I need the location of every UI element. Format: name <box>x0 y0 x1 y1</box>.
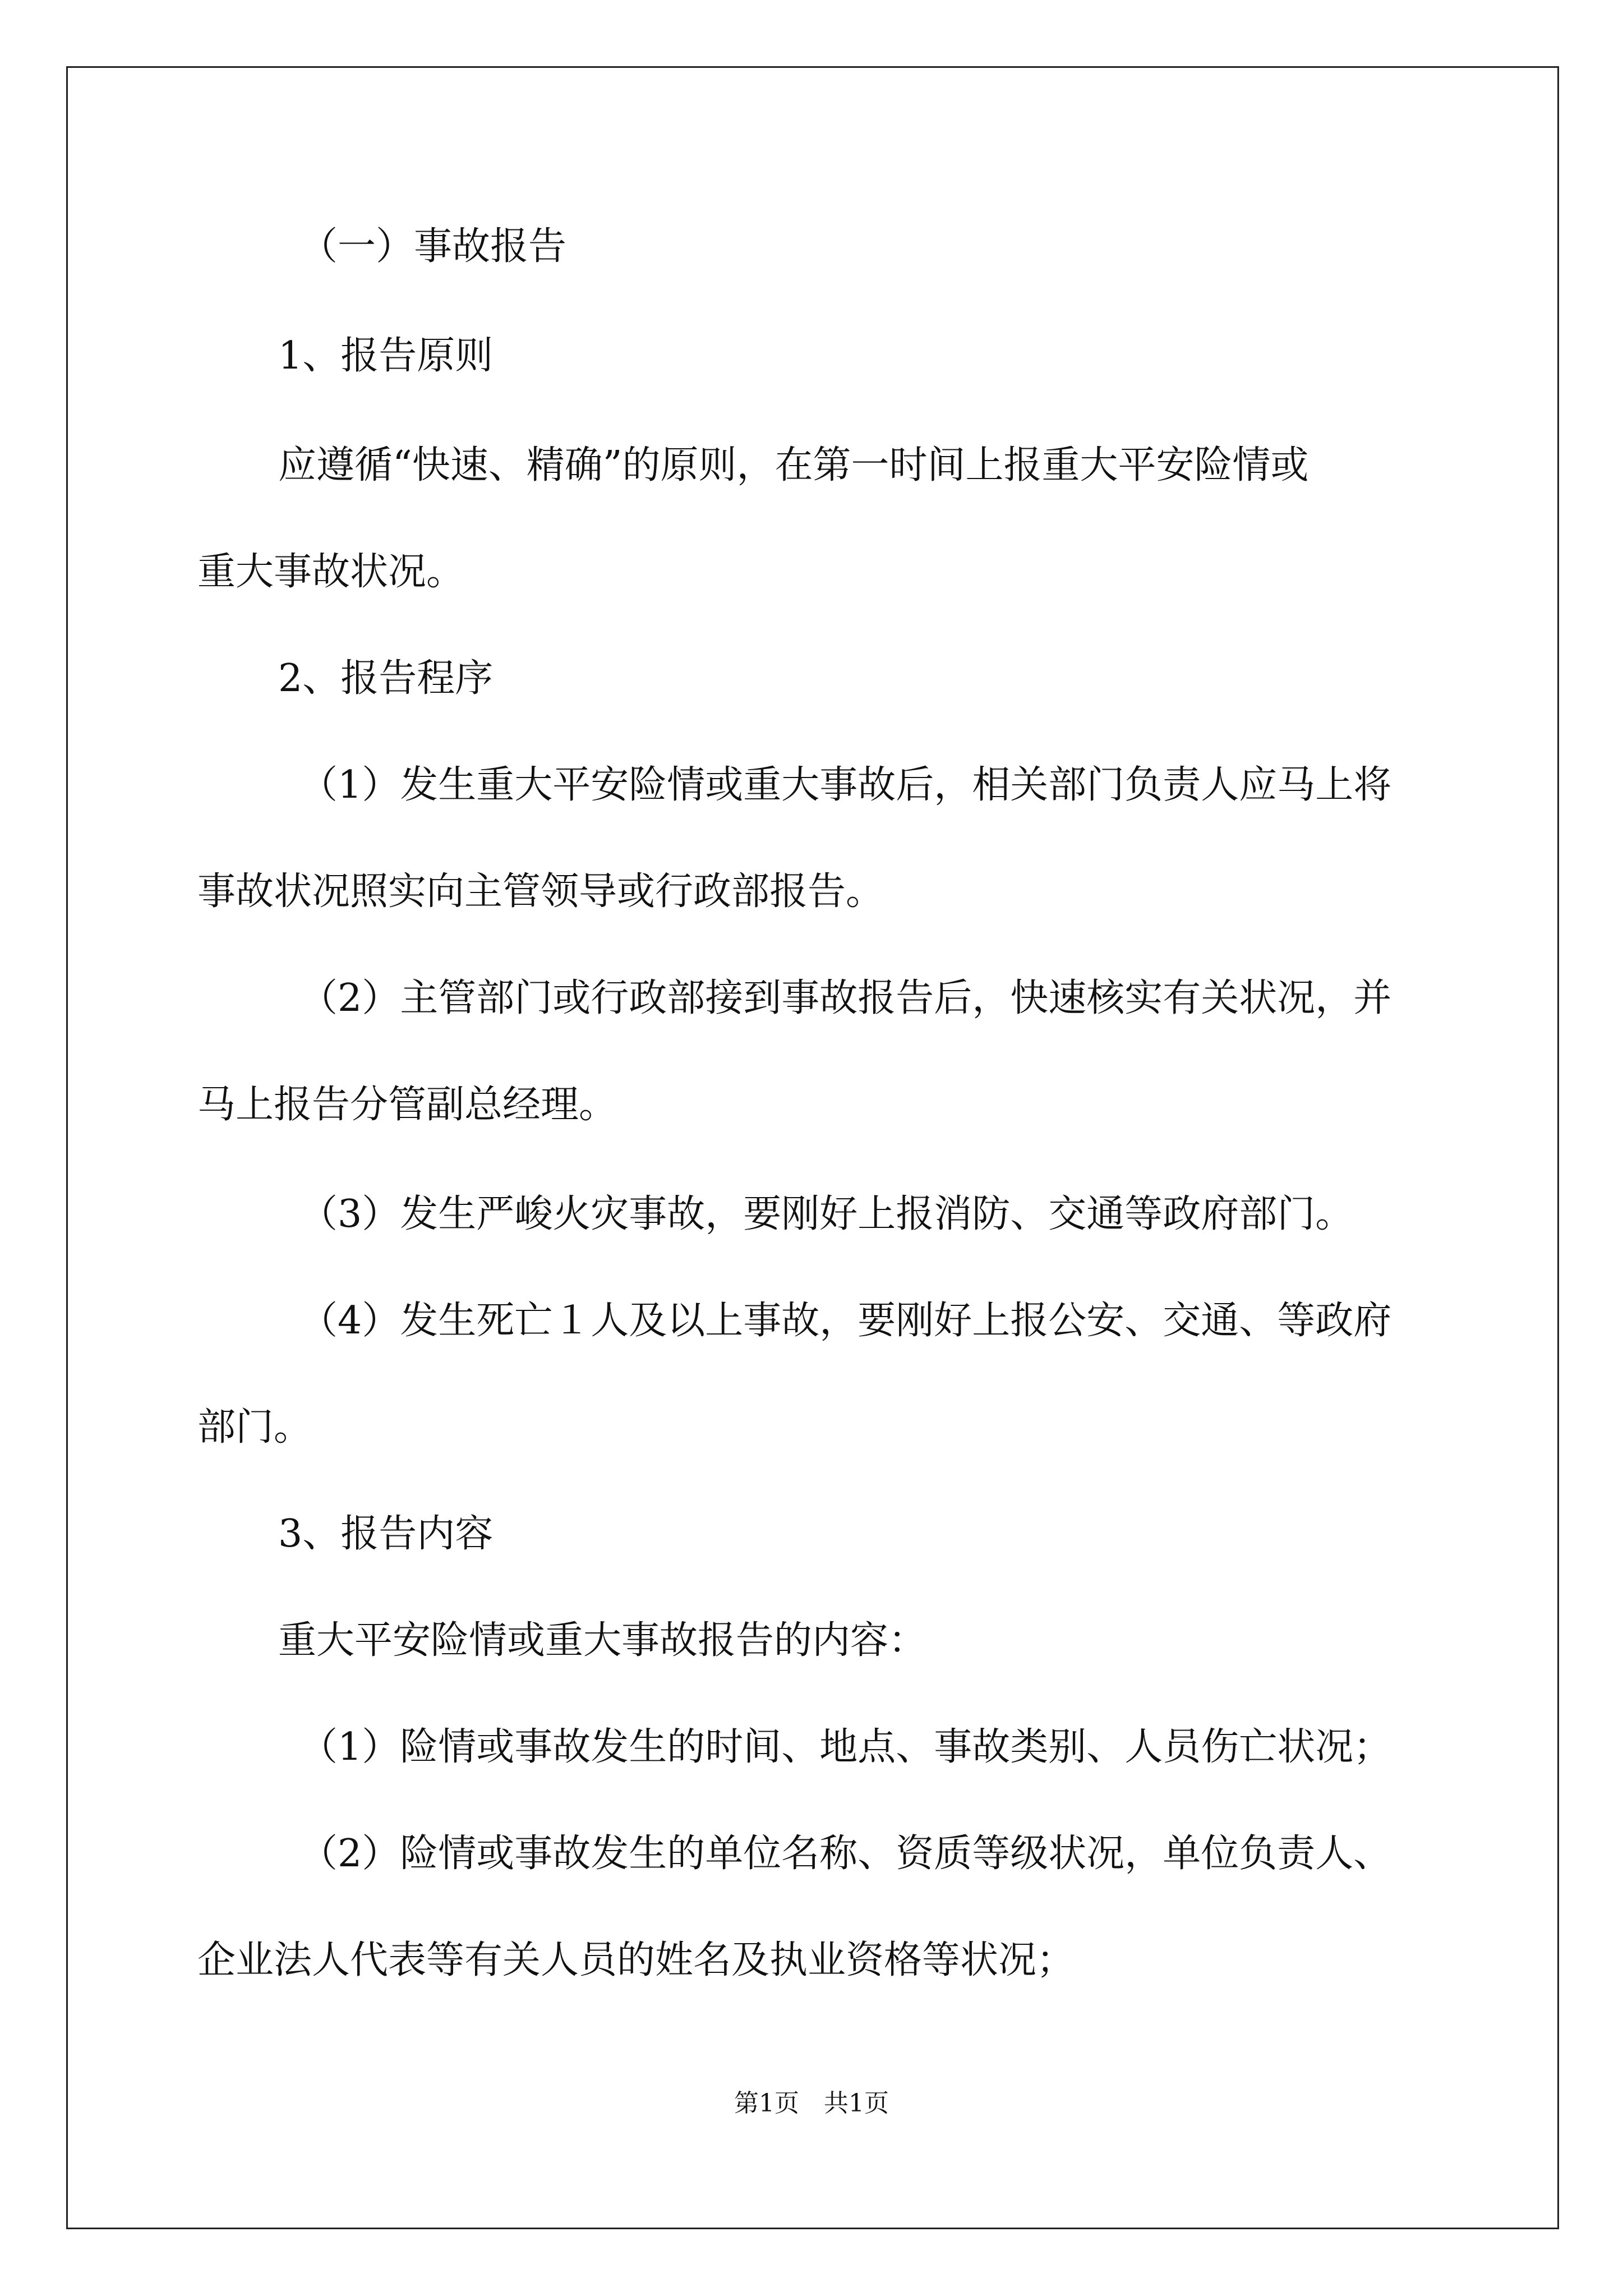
paragraph-line: （4）发生死亡１人及以上事故，要刚好上报公安、交通、等政府 <box>299 1299 1392 1343</box>
subsection-heading: 3、报告内容 <box>278 1512 494 1556</box>
paragraph-line: 应遵循“快速、精确”的原则，在第一时间上报重大平安险情或 <box>278 443 1309 487</box>
paragraph-line: 马上报告分管副总经理。 <box>197 1083 617 1127</box>
page-number: 第1页 共1页 <box>734 2089 889 2118</box>
paragraph-line: （2）主管部门或行政部接到事故报告后，快速核实有关状况，并 <box>299 976 1392 1020</box>
paragraph-line: （2）险情或事故发生的单位名称、资质等级状况，单位负责人、 <box>299 1832 1392 1876</box>
paragraph-line: 企业法人代表等有关人员的姓名及执业资格等状况； <box>197 1938 1075 1982</box>
paragraph-line: 部门。 <box>197 1405 312 1450</box>
subsection-heading: 1、报告原则 <box>278 334 494 378</box>
paragraph-line: （1）险情或事故发生的时间、地点、事故类别、人员伤亡状况； <box>299 1725 1392 1769</box>
paragraph-line: 事故状况照实向主管领导或行政部报告。 <box>197 869 884 914</box>
paragraph-line: （3）发生严峻火灾事故，要刚好上报消防、交通等政府部门。 <box>299 1192 1354 1236</box>
paragraph-line: 重大平安险情或重大事故报告的内容： <box>278 1618 927 1663</box>
paragraph-line: （1）发生重大平安险情或重大事故后，相关部门负责人应马上将 <box>299 763 1392 807</box>
subsection-heading: 2、报告程序 <box>278 656 494 701</box>
section-heading: （一）事故报告 <box>299 224 567 269</box>
paragraph-line: 重大事故状况。 <box>197 550 465 594</box>
document-body <box>197 0 1465 2076</box>
